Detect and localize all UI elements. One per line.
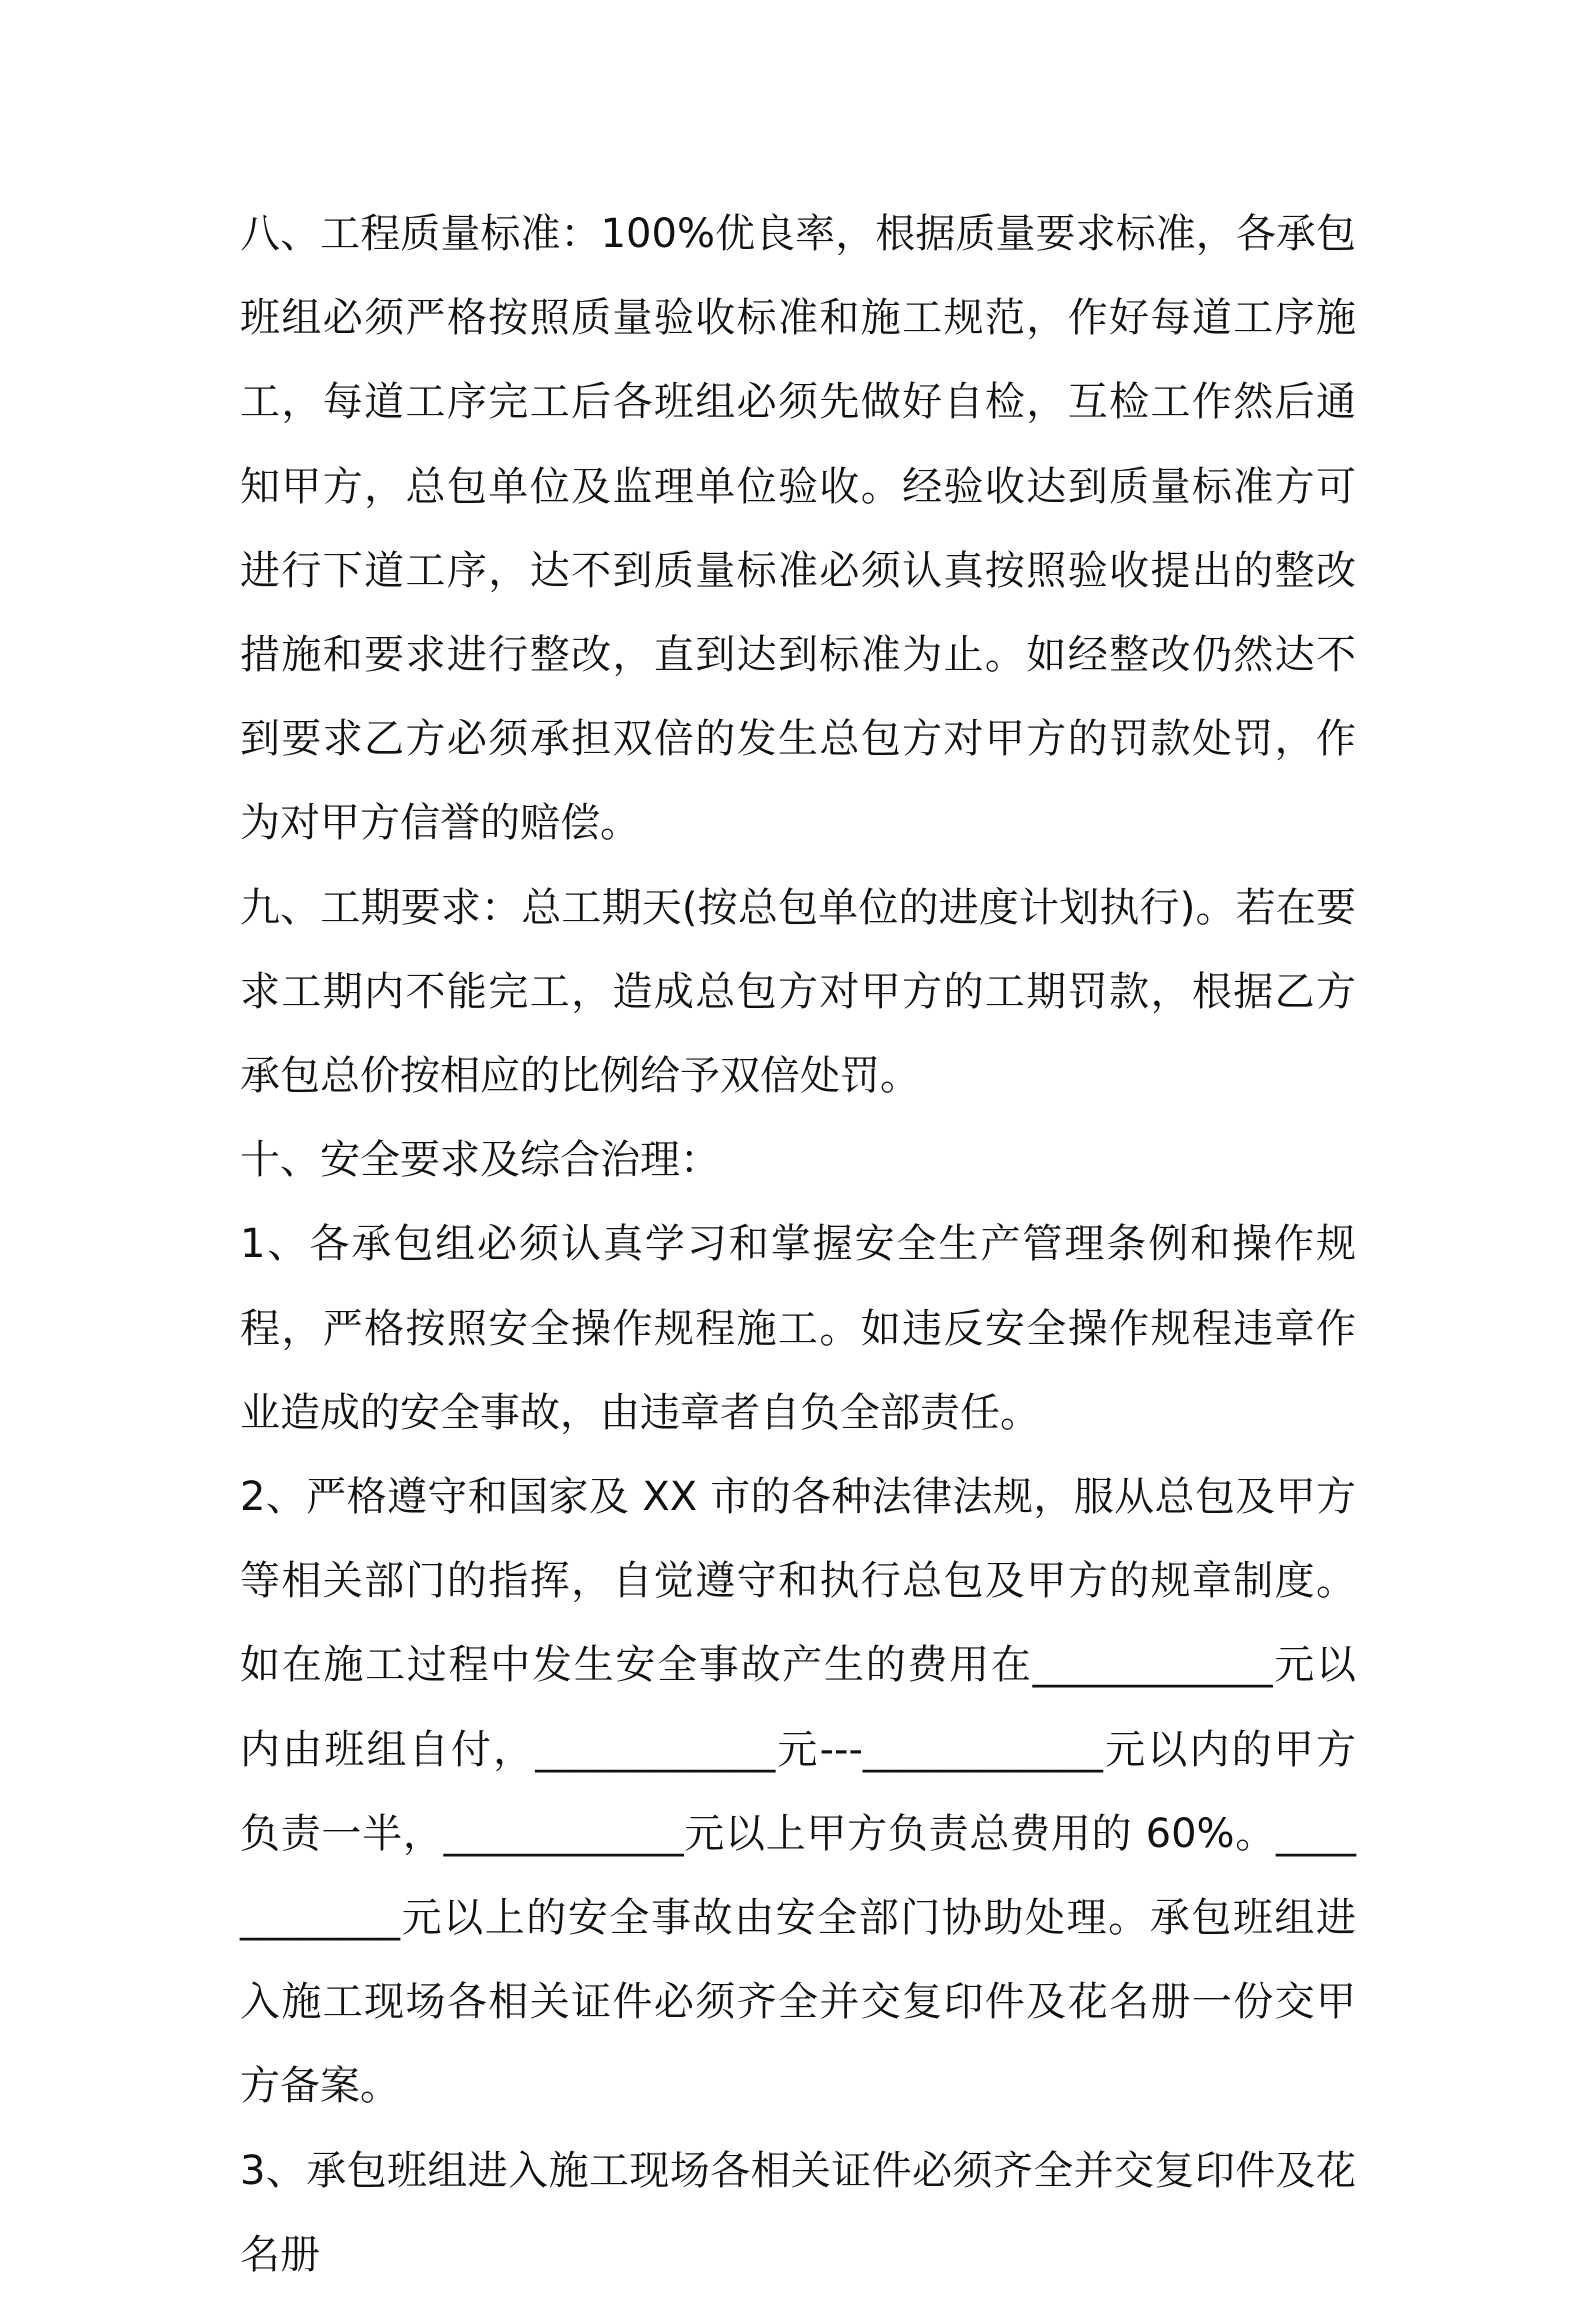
paragraph-safety-item-3: 3、承包班组进入施工现场各相关证件必须齐全并交复印件及花名册 bbox=[240, 2147, 1356, 2278]
paragraph-safety-item-2: 2、严格遵守和国家及 XX 市的各种法律法规，服从总包及甲方等相关部门的指挥，自觉遵守和执行总包及甲方的规章制度。如在施工过程中发生安全事故产生的费用在____________元以内由班组自付，____________元---____________元以内的甲方负责一半，____________元以上甲方负责总费用的 60%。____________元以上的安全事故由安全部门协助处理。承包班组进入施工现场各相关证件必须齐全并交复印件及花名册一份交甲方备案。 bbox=[240, 1474, 1356, 2110]
document-page bbox=[240, 192, 1356, 2297]
paragraph-safety-item-1: 1、各承包组必须认真学习和掌握安全生产管理条例和操作规程，严格按照安全操作规程施工。如违反安全操作规程违章作业造成的安全事故，由违章者自负全部责任。 bbox=[240, 1221, 1356, 1436]
paragraph-safety-heading: 十、安全要求及综合治理： bbox=[240, 1137, 720, 1184]
paragraph-quality-standard: 八、工程质量标准：100%优良率，根据质量要求标准，各承包班组必须严格按照质量验收标准和施工规范，作好每道工序施工，每道工序完工后各班组必须先做好自检，互检工作然后通知甲方，总包单位及监理单位验收。经验收达到质量标准方可进行下道工序，达不到质量标准必须认真按照验收提出的整改措施和要求进行整改，直到达到标准为止。如经整改仍然达不到要求乙方必须承担双倍的发生总包方对甲方的罚款处罚，作为对甲方信誉的赔偿。 bbox=[240, 211, 1356, 847]
paragraph-schedule-requirement: 九、工期要求：总工期天(按总包单位的进度计划执行)。若在要求工期内不能完工，造成总包方对甲方的工期罚款，根据乙方承包总价按相应的比例给予双倍处罚。 bbox=[240, 884, 1356, 1100]
